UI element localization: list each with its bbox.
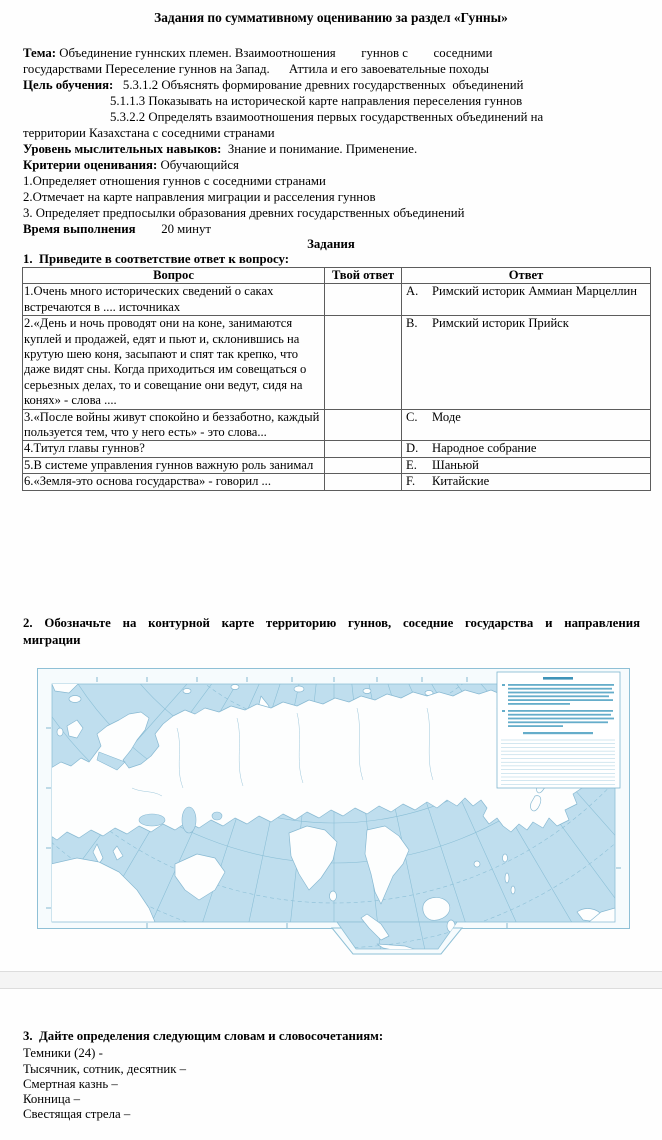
your-answer-cell [325,474,402,490]
intro-line: 1.Определяет отношения гуннов с соседними странами [23,174,326,188]
definition-item: Тысячник, сотник, десятник – [23,1061,187,1076]
answer-cell: A. Римский историк Аммиан Марцеллин [402,284,651,316]
contour-map-svg [37,668,630,955]
question-cell: 3.«После войны живут спокойно и беззаботно, каждый пользуется тем, что у него есть» - это слова... [23,409,325,441]
table-row [23,474,651,490]
table-row [23,441,651,457]
column-header-question: Вопрос [23,268,325,284]
intro-block [23,45,639,237]
question-cell: 2.«День и ночь проводят они на коне, занимаются куплей и продажей, едят и пьют и, склонившись на крутую шею коня, засыпают и спят так крепко, что даже видят сны. Когда приходиться им совещаться о серьезных делах, то и совещание они ведут, сидя на конях» - слова .... [23,316,325,409]
question-cell: 6.«Земля-это основа государства» - говорил ... [23,474,325,490]
intro-line: территории Казахстана с соседними странами [23,126,275,140]
answer-cell: C. Моде [402,409,651,441]
table-header-row [23,268,651,284]
map-legend [497,672,620,788]
tasks-heading: Задания [307,237,355,251]
intro-line: Уровень мыслительных навыков: Знание и понимание. Применение. [23,142,418,156]
intro-line: государствами Переселение гуннов на Запад. Аттила и его завоевательные походы [23,62,489,76]
intro-line: 5.3.2.2 Определять взаимоотношения первых государственных объединений на [110,110,544,124]
matching-table [22,267,651,491]
intro-line: Время выполнения 20 минут [23,222,211,236]
question-cell: 4.Титул главы гуннов? [23,441,325,457]
table-row [23,284,651,316]
column-header-answer: Ответ [402,268,651,284]
table-row [23,409,651,441]
your-answer-cell [325,284,402,316]
table-row [23,316,651,409]
intro-line: Критерии оценивания: Обучающийся [23,158,239,172]
page-separator [0,971,662,989]
column-header-your-answer: Твой ответ [325,268,402,284]
table-row [23,457,651,473]
definition-item: Смертная казнь – [23,1076,118,1091]
task2-heading: 2. Обозначьте на контурной карте территорию гуннов, соседние государства и направления миграции [23,616,640,647]
task3-heading: 3. Дайте определения следующим словам и словосочетаниям: [23,1029,384,1043]
answer-cell: B. Римский историк Прийск [402,316,651,409]
task3-block [23,1029,640,1123]
your-answer-cell [325,441,402,457]
definition-item: Свестящая стрела – [23,1107,131,1122]
question-cell: 1.Очень много исторических сведений о саках встречаются в .... источниках [23,284,325,316]
intro-line: Тема: Объединение гуннских племен. Взаимоотношения гуннов с соседними [23,46,493,60]
answer-cell: F. Китайские [402,474,651,490]
contour-map-image [37,668,630,955]
question-cell: 5.В системе управления гуннов важную роль занимал [23,457,325,473]
your-answer-cell [325,409,402,441]
answer-cell: D. Народное собрание [402,441,651,457]
intro-line: 3. Определяет предпосылки образования древних государственных объединений [23,206,465,220]
your-answer-cell [325,316,402,409]
definition-item: Конница – [23,1092,80,1107]
page-title: Задания по суммативному оцениванию за раздел «Гунны» [154,10,508,25]
answer-cell: E. Шаньюй [402,457,651,473]
intro-line: Цель обучения: 5.3.1.2 Объяснять формирование древних государственных объединений [23,78,524,92]
intro-line: 2.Отмечает на карте направления миграции и расселения гуннов [23,190,376,204]
task1-heading: 1. Приведите в соответствие ответ к вопросу: [23,252,290,266]
your-answer-cell [325,457,402,473]
intro-line: 5.1.1.3 Показывать на исторической карте направления переселения гуннов [110,94,523,108]
definition-item: Темники (24) - [23,1046,103,1061]
